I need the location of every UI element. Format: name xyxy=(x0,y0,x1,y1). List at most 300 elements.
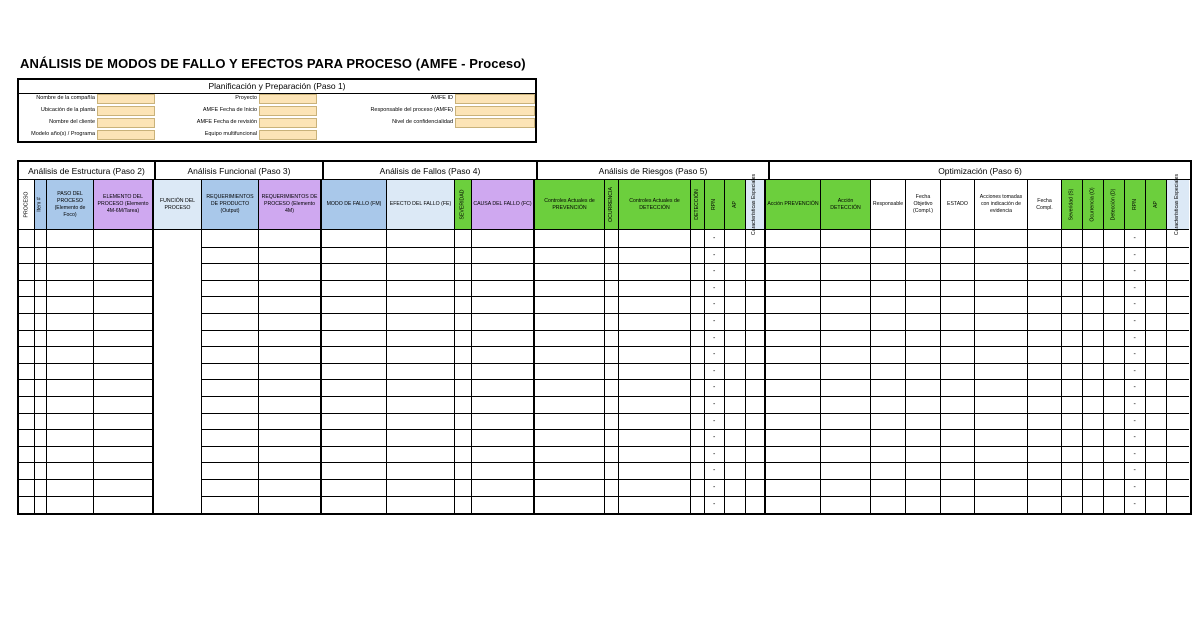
table-cell[interactable] xyxy=(35,446,47,463)
table-cell[interactable] xyxy=(1167,446,1189,463)
table-cell[interactable] xyxy=(1062,446,1083,463)
table-cell[interactable] xyxy=(1083,230,1104,247)
table-cell[interactable] xyxy=(691,296,705,313)
table-cell[interactable] xyxy=(941,429,975,446)
table-cell[interactable] xyxy=(906,396,941,413)
table-cell[interactable] xyxy=(1083,346,1104,363)
table-cell[interactable] xyxy=(455,346,472,363)
table-cell[interactable] xyxy=(387,346,455,363)
table-cell[interactable] xyxy=(691,230,705,247)
table-cell[interactable] xyxy=(605,413,619,430)
table-cell[interactable] xyxy=(259,496,322,513)
table-cell[interactable] xyxy=(691,346,705,363)
table-cell[interactable] xyxy=(322,247,387,264)
table-cell[interactable] xyxy=(691,363,705,380)
table-cell[interactable] xyxy=(821,330,871,347)
table-cell[interactable] xyxy=(19,379,35,396)
table-cell[interactable] xyxy=(535,280,605,297)
table-cell[interactable] xyxy=(746,396,766,413)
table-cell[interactable] xyxy=(1028,346,1062,363)
table-cell[interactable] xyxy=(1083,330,1104,347)
table-cell[interactable] xyxy=(455,296,472,313)
table-cell[interactable] xyxy=(35,313,47,330)
table-cell[interactable] xyxy=(605,429,619,446)
company-name-field[interactable] xyxy=(97,94,155,104)
table-cell[interactable] xyxy=(47,263,94,280)
table-cell[interactable] xyxy=(691,479,705,496)
table-cell[interactable] xyxy=(975,263,1028,280)
table-cell[interactable] xyxy=(35,230,47,247)
table-cell[interactable] xyxy=(1028,230,1062,247)
table-cell[interactable] xyxy=(322,296,387,313)
table-cell[interactable] xyxy=(1083,446,1104,463)
table-cell[interactable] xyxy=(906,479,941,496)
table-cell[interactable] xyxy=(1167,496,1189,513)
table-cell[interactable] xyxy=(387,479,455,496)
table-cell[interactable] xyxy=(746,330,766,347)
table-cell[interactable] xyxy=(1146,496,1167,513)
table-cell[interactable] xyxy=(746,263,766,280)
table-cell[interactable] xyxy=(1028,462,1062,479)
table-cell[interactable] xyxy=(975,429,1028,446)
table-cell[interactable] xyxy=(1083,263,1104,280)
table-cell[interactable] xyxy=(1167,313,1189,330)
table-cell[interactable] xyxy=(725,330,746,347)
table-cell[interactable] xyxy=(906,363,941,380)
table-cell[interactable] xyxy=(766,280,821,297)
table-cell[interactable] xyxy=(47,247,94,264)
table-cell[interactable] xyxy=(1146,330,1167,347)
table-cell[interactable] xyxy=(766,496,821,513)
table-cell[interactable] xyxy=(725,263,746,280)
table-cell[interactable] xyxy=(766,363,821,380)
table-cell[interactable] xyxy=(1104,479,1125,496)
table-cell[interactable] xyxy=(746,379,766,396)
table-cell[interactable] xyxy=(94,429,154,446)
table-cell[interactable] xyxy=(725,413,746,430)
table-cell[interactable] xyxy=(535,330,605,347)
table-cell[interactable] xyxy=(472,247,535,264)
table-cell[interactable] xyxy=(619,346,691,363)
table-cell[interactable] xyxy=(202,429,259,446)
table-cell[interactable] xyxy=(725,379,746,396)
table-cell[interactable] xyxy=(941,330,975,347)
table-cell[interactable] xyxy=(941,396,975,413)
table-cell[interactable] xyxy=(535,346,605,363)
table-cell[interactable] xyxy=(47,413,94,430)
table-cell[interactable] xyxy=(94,462,154,479)
table-cell[interactable] xyxy=(35,479,47,496)
table-cell[interactable] xyxy=(387,379,455,396)
table-cell[interactable] xyxy=(705,330,725,347)
table-cell[interactable] xyxy=(1083,496,1104,513)
table-cell[interactable] xyxy=(94,396,154,413)
table-cell[interactable] xyxy=(821,247,871,264)
table-cell[interactable] xyxy=(387,429,455,446)
table-cell[interactable] xyxy=(766,429,821,446)
table-cell[interactable] xyxy=(1104,263,1125,280)
team-field[interactable] xyxy=(259,130,317,140)
table-cell[interactable] xyxy=(259,280,322,297)
table-cell[interactable] xyxy=(871,396,906,413)
table-cell[interactable] xyxy=(259,429,322,446)
table-cell[interactable] xyxy=(455,413,472,430)
table-cell[interactable] xyxy=(941,496,975,513)
table-cell[interactable] xyxy=(725,446,746,463)
table-cell[interactable] xyxy=(1104,296,1125,313)
table-cell[interactable] xyxy=(871,413,906,430)
table-cell[interactable] xyxy=(1028,313,1062,330)
table-cell[interactable] xyxy=(691,263,705,280)
start-date-field[interactable] xyxy=(259,106,317,116)
table-cell[interactable] xyxy=(725,462,746,479)
table-cell[interactable] xyxy=(472,313,535,330)
table-cell[interactable] xyxy=(871,313,906,330)
table-cell[interactable] xyxy=(1083,479,1104,496)
table-cell[interactable] xyxy=(455,462,472,479)
table-cell[interactable] xyxy=(975,363,1028,380)
table-cell[interactable] xyxy=(871,379,906,396)
table-cell[interactable] xyxy=(455,330,472,347)
table-cell[interactable] xyxy=(259,263,322,280)
table-cell[interactable] xyxy=(1083,379,1104,396)
table-cell[interactable] xyxy=(705,462,725,479)
table-cell[interactable] xyxy=(47,313,94,330)
table-cell[interactable] xyxy=(1146,413,1167,430)
table-cell[interactable] xyxy=(975,413,1028,430)
table-cell[interactable] xyxy=(322,396,387,413)
table-cell[interactable] xyxy=(387,413,455,430)
table-cell[interactable] xyxy=(725,280,746,297)
table-cell[interactable] xyxy=(705,363,725,380)
table-cell[interactable] xyxy=(941,247,975,264)
table-cell[interactable] xyxy=(535,396,605,413)
table-cell[interactable] xyxy=(705,230,725,247)
table-cell[interactable] xyxy=(705,396,725,413)
table-cell[interactable] xyxy=(1104,230,1125,247)
table-cell[interactable] xyxy=(1083,296,1104,313)
table-cell[interactable] xyxy=(691,379,705,396)
table-cell[interactable] xyxy=(975,330,1028,347)
table-cell[interactable] xyxy=(1028,446,1062,463)
table-cell[interactable] xyxy=(322,479,387,496)
table-cell[interactable] xyxy=(455,313,472,330)
table-cell[interactable] xyxy=(725,363,746,380)
table-cell[interactable] xyxy=(19,280,35,297)
table-cell[interactable] xyxy=(605,280,619,297)
table-cell[interactable] xyxy=(35,346,47,363)
table-cell[interactable] xyxy=(1167,479,1189,496)
table-cell[interactable] xyxy=(1167,396,1189,413)
table-cell[interactable] xyxy=(605,247,619,264)
table-cell[interactable] xyxy=(821,396,871,413)
table-cell[interactable] xyxy=(766,296,821,313)
table-cell[interactable] xyxy=(1083,247,1104,264)
table-cell[interactable] xyxy=(746,247,766,264)
table-cell[interactable] xyxy=(535,446,605,463)
table-cell[interactable] xyxy=(1146,296,1167,313)
table-cell[interactable] xyxy=(47,280,94,297)
table-cell[interactable] xyxy=(1104,280,1125,297)
table-cell[interactable] xyxy=(1083,313,1104,330)
table-cell[interactable] xyxy=(19,263,35,280)
table-cell[interactable] xyxy=(871,247,906,264)
table-cell[interactable] xyxy=(535,296,605,313)
table-cell[interactable] xyxy=(455,230,472,247)
table-cell[interactable] xyxy=(871,462,906,479)
table-cell[interactable] xyxy=(975,230,1028,247)
table-cell[interactable] xyxy=(1125,230,1146,247)
table-cell[interactable] xyxy=(535,379,605,396)
table-cell[interactable] xyxy=(605,296,619,313)
table-cell[interactable] xyxy=(387,462,455,479)
table-cell[interactable] xyxy=(19,363,35,380)
table-cell[interactable] xyxy=(1167,363,1189,380)
table-cell[interactable] xyxy=(941,313,975,330)
table-cell[interactable] xyxy=(705,263,725,280)
table-cell[interactable] xyxy=(1167,247,1189,264)
table-cell[interactable] xyxy=(535,429,605,446)
table-cell[interactable] xyxy=(259,413,322,430)
table-cell[interactable] xyxy=(387,313,455,330)
table-cell[interactable] xyxy=(1125,280,1146,297)
table-cell[interactable] xyxy=(906,429,941,446)
table-cell[interactable] xyxy=(766,346,821,363)
table-cell[interactable] xyxy=(47,346,94,363)
table-cell[interactable] xyxy=(725,313,746,330)
table-cell[interactable] xyxy=(202,263,259,280)
table-cell[interactable] xyxy=(821,263,871,280)
table-cell[interactable] xyxy=(202,413,259,430)
table-cell[interactable] xyxy=(1104,413,1125,430)
table-cell[interactable] xyxy=(35,296,47,313)
table-cell[interactable] xyxy=(387,496,455,513)
table-cell[interactable] xyxy=(1062,263,1083,280)
table-cell[interactable] xyxy=(766,313,821,330)
table-cell[interactable] xyxy=(821,313,871,330)
table-cell[interactable] xyxy=(906,462,941,479)
table-cell[interactable] xyxy=(455,446,472,463)
table-cell[interactable] xyxy=(705,479,725,496)
table-cell[interactable] xyxy=(619,479,691,496)
table-cell[interactable] xyxy=(975,462,1028,479)
table-cell[interactable] xyxy=(387,446,455,463)
table-cell[interactable] xyxy=(94,446,154,463)
table-cell[interactable] xyxy=(1146,379,1167,396)
table-cell[interactable] xyxy=(202,479,259,496)
table-cell[interactable] xyxy=(1028,263,1062,280)
table-cell[interactable] xyxy=(906,247,941,264)
table-cell[interactable] xyxy=(47,496,94,513)
table-cell[interactable] xyxy=(535,413,605,430)
table-cell[interactable] xyxy=(1028,479,1062,496)
table-cell[interactable] xyxy=(259,330,322,347)
table-cell[interactable] xyxy=(605,363,619,380)
table-cell[interactable] xyxy=(906,330,941,347)
table-cell[interactable] xyxy=(1167,230,1189,247)
table-cell[interactable] xyxy=(746,446,766,463)
table-cell[interactable] xyxy=(941,379,975,396)
table-cell[interactable] xyxy=(975,396,1028,413)
table-cell[interactable] xyxy=(619,379,691,396)
table-cell[interactable] xyxy=(535,230,605,247)
table-cell[interactable] xyxy=(35,496,47,513)
table-cell[interactable] xyxy=(94,330,154,347)
table-cell[interactable] xyxy=(1062,363,1083,380)
table-cell[interactable] xyxy=(259,396,322,413)
table-cell[interactable] xyxy=(1104,396,1125,413)
table-cell[interactable] xyxy=(322,446,387,463)
table-cell[interactable] xyxy=(619,313,691,330)
table-cell[interactable] xyxy=(1062,379,1083,396)
table-cell[interactable] xyxy=(1028,413,1062,430)
confidentiality-field[interactable] xyxy=(455,118,535,128)
table-cell[interactable] xyxy=(746,429,766,446)
table-cell[interactable] xyxy=(1104,330,1125,347)
table-cell[interactable] xyxy=(1104,429,1125,446)
table-cell[interactable] xyxy=(1062,280,1083,297)
table-cell[interactable] xyxy=(1125,313,1146,330)
table-cell[interactable] xyxy=(1125,363,1146,380)
table-cell[interactable] xyxy=(605,446,619,463)
table-cell[interactable] xyxy=(1125,296,1146,313)
table-cell[interactable] xyxy=(1167,429,1189,446)
table-cell[interactable] xyxy=(202,230,259,247)
revision-date-field[interactable] xyxy=(259,118,317,128)
table-cell[interactable] xyxy=(725,429,746,446)
table-cell[interactable] xyxy=(746,496,766,513)
table-cell[interactable] xyxy=(975,346,1028,363)
table-cell[interactable] xyxy=(821,379,871,396)
table-cell[interactable] xyxy=(202,363,259,380)
table-cell[interactable] xyxy=(1104,346,1125,363)
model-year-field[interactable] xyxy=(97,130,155,140)
table-cell[interactable] xyxy=(1104,379,1125,396)
table-cell[interactable] xyxy=(941,446,975,463)
table-cell[interactable] xyxy=(941,296,975,313)
table-cell[interactable] xyxy=(35,379,47,396)
table-cell[interactable] xyxy=(619,446,691,463)
table-cell[interactable] xyxy=(455,247,472,264)
table-cell[interactable] xyxy=(746,363,766,380)
table-cell[interactable] xyxy=(821,479,871,496)
table-cell[interactable] xyxy=(94,247,154,264)
table-cell[interactable] xyxy=(906,280,941,297)
table-cell[interactable] xyxy=(746,346,766,363)
table-cell[interactable] xyxy=(1125,446,1146,463)
table-cell[interactable] xyxy=(821,296,871,313)
table-cell[interactable] xyxy=(1028,280,1062,297)
table-cell[interactable] xyxy=(322,379,387,396)
table-cell[interactable] xyxy=(19,330,35,347)
table-cell[interactable] xyxy=(259,296,322,313)
table-cell[interactable] xyxy=(94,413,154,430)
table-cell[interactable] xyxy=(322,280,387,297)
table-cell[interactable] xyxy=(705,496,725,513)
table-cell[interactable] xyxy=(94,296,154,313)
table-cell[interactable] xyxy=(1146,313,1167,330)
table-cell[interactable] xyxy=(47,462,94,479)
table-cell[interactable] xyxy=(725,496,746,513)
table-cell[interactable] xyxy=(746,479,766,496)
table-cell[interactable] xyxy=(605,263,619,280)
table-cell[interactable] xyxy=(746,313,766,330)
table-cell[interactable] xyxy=(906,346,941,363)
table-cell[interactable] xyxy=(322,413,387,430)
table-cell[interactable] xyxy=(619,396,691,413)
table-cell[interactable] xyxy=(619,230,691,247)
table-cell[interactable] xyxy=(691,313,705,330)
table-cell[interactable] xyxy=(871,479,906,496)
table-cell[interactable] xyxy=(35,363,47,380)
table-cell[interactable] xyxy=(322,330,387,347)
table-cell[interactable] xyxy=(871,330,906,347)
table-cell[interactable] xyxy=(202,313,259,330)
table-cell[interactable] xyxy=(472,446,535,463)
table-cell[interactable] xyxy=(605,479,619,496)
table-cell[interactable] xyxy=(619,296,691,313)
table-cell[interactable] xyxy=(19,496,35,513)
table-cell[interactable] xyxy=(259,363,322,380)
table-cell[interactable] xyxy=(1125,429,1146,446)
table-cell[interactable] xyxy=(472,379,535,396)
table-cell[interactable] xyxy=(871,280,906,297)
table-cell[interactable] xyxy=(821,280,871,297)
table-cell[interactable] xyxy=(19,429,35,446)
table-cell[interactable] xyxy=(766,230,821,247)
table-cell[interactable] xyxy=(906,413,941,430)
table-cell[interactable] xyxy=(871,446,906,463)
table-cell[interactable] xyxy=(1167,346,1189,363)
table-cell[interactable] xyxy=(821,363,871,380)
table-cell[interactable] xyxy=(705,379,725,396)
table-cell[interactable] xyxy=(455,379,472,396)
table-cell[interactable] xyxy=(941,263,975,280)
table-cell[interactable] xyxy=(455,396,472,413)
table-cell[interactable] xyxy=(47,396,94,413)
table-cell[interactable] xyxy=(1083,280,1104,297)
table-cell[interactable] xyxy=(766,462,821,479)
table-cell[interactable] xyxy=(766,446,821,463)
process-owner-field[interactable] xyxy=(455,106,535,116)
table-cell[interactable] xyxy=(472,429,535,446)
table-cell[interactable] xyxy=(821,446,871,463)
table-cell[interactable] xyxy=(472,263,535,280)
table-cell[interactable] xyxy=(202,496,259,513)
table-cell[interactable] xyxy=(202,280,259,297)
table-cell[interactable] xyxy=(47,363,94,380)
table-cell[interactable] xyxy=(19,413,35,430)
table-cell[interactable] xyxy=(94,479,154,496)
table-cell[interactable] xyxy=(1167,280,1189,297)
table-cell[interactable] xyxy=(1146,479,1167,496)
table-cell[interactable] xyxy=(455,280,472,297)
table-cell[interactable] xyxy=(35,280,47,297)
table-cell[interactable] xyxy=(202,396,259,413)
table-cell[interactable] xyxy=(619,247,691,264)
table-cell[interactable] xyxy=(691,446,705,463)
table-cell[interactable] xyxy=(472,346,535,363)
table-cell[interactable] xyxy=(906,496,941,513)
table-cell[interactable] xyxy=(19,230,35,247)
table-cell[interactable] xyxy=(472,479,535,496)
table-cell[interactable] xyxy=(35,462,47,479)
table-cell[interactable] xyxy=(472,462,535,479)
table-cell[interactable] xyxy=(691,396,705,413)
table-cell[interactable] xyxy=(1062,330,1083,347)
table-cell[interactable] xyxy=(94,313,154,330)
table-cell[interactable] xyxy=(1167,263,1189,280)
